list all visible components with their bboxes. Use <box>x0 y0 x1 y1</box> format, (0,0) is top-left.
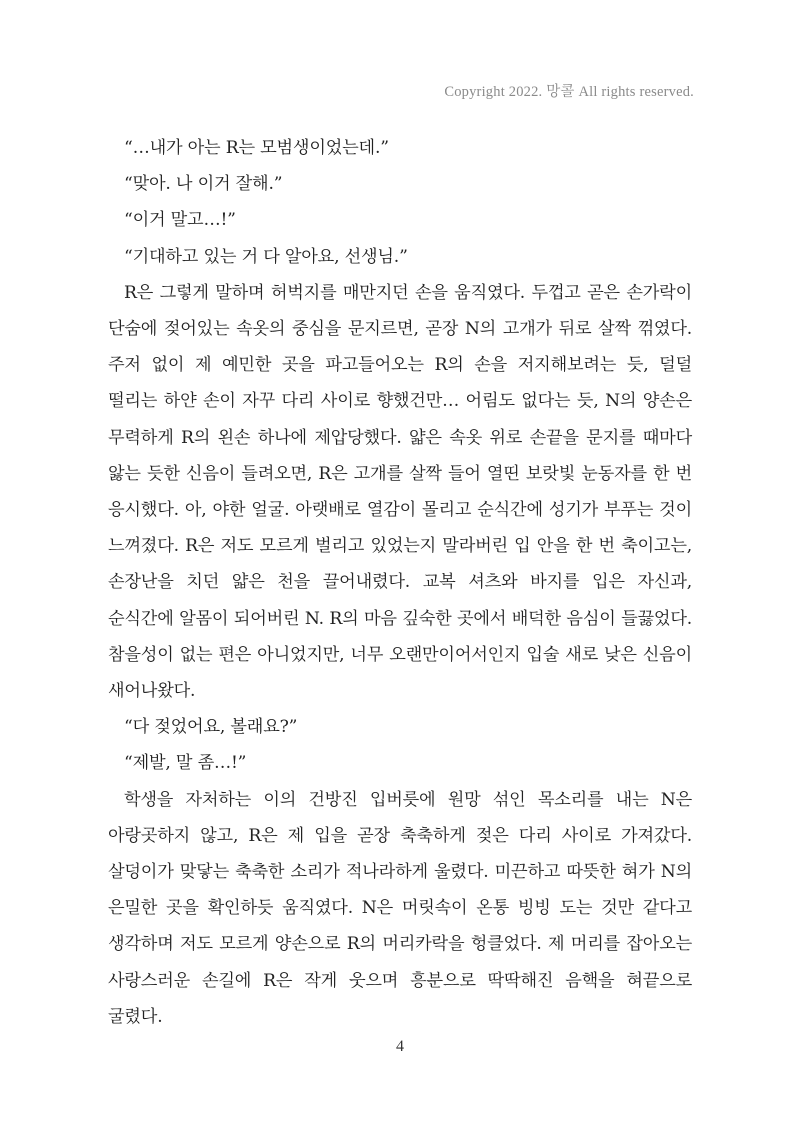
dialogue-line: “제발, 말 좀…!” <box>124 753 247 774</box>
dialogue-line: “맞아. 나 이거 잘해.” <box>124 174 283 195</box>
page-number: 4 <box>396 1038 404 1055</box>
narrative-paragraph: R은 그렇게 말하며 허벅지를 매만지던 손을 움직였다. 두껍고 곧은 손가락이 단숨에 젖어있는 속옷의 중심을 문지르면, 곧장 N의 고개가 뒤로 살짝 꺾였다. 주저 없이 제 예민한 곳을 파고들어오는 R의 손을 저지해보려는 듯, 덜덜 떨리는 하얀 손이 자꾸 다리 사이로 향했건만… 어림도 없다는 듯, N의 양손은 무력하게 R의 왼손 하나에 제압당했다. 얇은 속옷 위로 손끝을 문지를 때마다 앓는 듯한 신음이 들려오면, R은 고개를 살짝 들어 열띤 보랏빛 눈동자를 한 번 응시했다. 아, 야한 얼굴. 아랫배로 열감이 몰리고 순식간에 성기가 부푸는 것이 느껴졌다. R은 저도 모르게 벌리고 있었는지 말라버린 입 안을 한 번 축이고는, 손장난을 치던 얇은 천을 끌어내렸다. 교복 셔츠와 바지를 입은 자신과, 순식간에 알몸이 되어버린 N. R의 마음 깊숙한 곳에서 배덕한 음심이 들끓었다. 참을성이 없는 편은 아니었지만, 너무 오랜만이어서인지 입술 새로 낮은 신음이 새어나왔다. <box>108 282 692 702</box>
narrative-paragraph: 학생을 자처하는 이의 건방진 입버릇에 원망 섞인 목소리를 내는 N은 아랑곳하지 않고, R은 제 입을 곧장 축축하게 젖은 다리 사이로 가져갔다. 살덩이가 맞닿는 축축한 소리가 적나라하게 울렸다. 미끈하고 따뜻한 혀가 N의 은밀한 곳을 확인하듯 움직였다. N은 머릿속이 온통 빙빙 도는 것만 같다고 생각하며 저도 모르게 양손으로 R의 머리카락을 헝클었다. 제 머리를 잡아오는 사랑스러운 손길에 R은 작게 웃으며 흥분으로 딱딱해진 음핵을 혀끝으로 굴렸다. <box>108 789 692 1027</box>
dialogue-line: “다 젖었어요, 볼래요?” <box>124 717 298 738</box>
dialogue-line: “이거 말고…!” <box>124 210 236 231</box>
page-body <box>108 130 692 1035</box>
copyright-notice: Copyright 2022. 망콜 All rights reserved. <box>444 84 694 100</box>
dialogue-line: “…내가 아는 R는 모범생이었는데.” <box>124 138 389 158</box>
dialogue-line: “기대하고 있는 거 다 알아요, 선생님.” <box>124 246 408 267</box>
